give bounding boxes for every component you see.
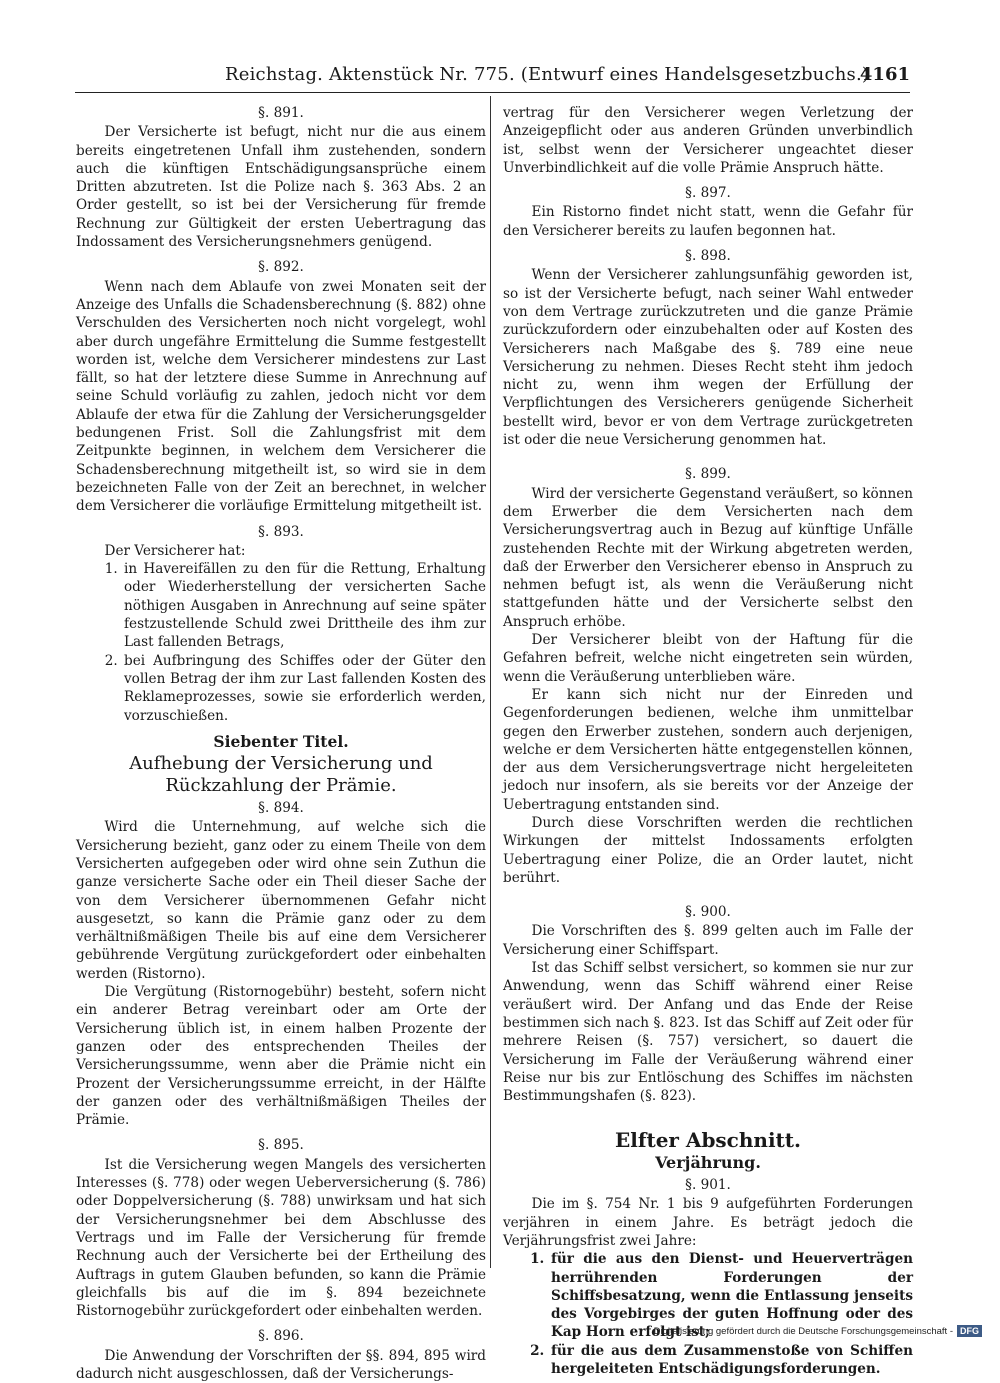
section-text-892: Wenn nach dem Ablaufe von zwei Monaten seit der Anzeige des Unfalls die Schadensberechnung (§. 882) ohne Verschulden des Versicherten noch nicht vorgelegt, wohl aber durch ungefähre Ermittelung die Summe festgestellt worden ist, welche dem Versicherer mindestens zur Last fällt, so hat der letztere diese Summe in Anrechnung auf seine Schuld vorläufig zu zahlen, jedoch nicht vor dem Ablaufe der etwa für die Zahlung der Versicherungsgelder bedungenen Frist. Soll die Zahlungsfrist mit dem Zeitpunkte beginnen, in welchem dem Versicherer die Schadensberechnung mitgetheilt ist, so wird sie in dem bezeichneten Falle von der Zeit an berechnet, in welcher dem Versicherer die vorläufige Ermittelung mitgetheilt ist. (76, 278, 486, 515)
section-heading-894: §. 894. (258, 800, 304, 817)
section-text-894-p2: Die Vergütung (Ristornogebühr) besteht, sofern nicht ein anderer Betrag vereinbart oder am Orte der Versicherung üblich ist, in einem halben Prozente der ganzen oder des entsprechenden Theiles der Versicherungssumme, wenn aber die Prämie nicht ein Prozent der Versicherungssumme erreicht, in der Hälfte der ganzen oder des verhältnißmäßigen Theiles der Prämie. (76, 984, 486, 1129)
column-divider (490, 96, 491, 1268)
section-heading-900: §. 900. (685, 904, 731, 921)
section-text-900-p2: Ist das Schiff selbst versichert, so kommen sie nur zur Anwendung, wenn das Schiff während einer Reise veräußert wird. Der Anfang und das Ende der Reise bestimmen sich nach §. 823. Ist das Schiff auf Zeit oder für mehrere Reisen (§. 757) versichert, so dauert die Versicherung im Falle der Veräußerung während einer Reise nur bis zur Entlöschung des Schiffes im nächsten Bestimmungshafen (§. 823). (503, 960, 913, 1105)
list-item: 1. in Havereifällen zu den für die Rettung, Erhaltung oder Wiederherstellung der versicherten Sache nöthigen Ausgaben in Anrechnung auf seine später festzustellende Schuld zwei Drittheile des ihm zur Last fallenden Betrags, (122, 560, 486, 651)
section-text-899-p3: Er kann sich nicht nur der Einreden und Gegenforderungen bedienen, welche ihm unmittelbar gegen den Erwerber zustehen, sondern auch derjenigen, welche er dem Versicherten hätte entgegenstellen können, der aus dem Versicherungsvertrage nicht hergeleiteten jedoch nur insofern, als sie bereits vor der Anzeige der Uebertragung entstanden sind. (503, 686, 913, 813)
dfg-logo: DFG (957, 1325, 982, 1337)
right-column (503, 104, 913, 1378)
section-heading-899: §. 899. (685, 466, 731, 483)
section-heading-896: §. 896. (258, 1328, 304, 1345)
section-heading-891: §. 891. (258, 105, 304, 121)
title-subheading: Aufhebung der Versicherung und Rückzahlung der Prämie. (129, 753, 433, 797)
section-text-898: Wenn der Versicherer zahlungsunfähig geworden ist, so ist der Versicherte befugt, nach seiner Wahl entweder von dem Vertrage zurückzutreten und die ganze Prämie zurückzufordern oder einzubehalten oder auf Kosten des Versicherers nach Maßgabe des §. 789 eine neue Versicherung zu nehmen. Dieses Recht steht ihm jedoch nicht zu, wenn ihm wegen der Erfüllung der Verpflichtungen des Versicherers genügende Sicherheit bestellt wird, bevor er von dem Vertrage zurückgetreten ist oder die neue Versicherung genommen hat. (503, 267, 913, 449)
credit-text: Digitalisierung gefördert durch die Deutsche Forschungsgemeinschaft - (653, 1325, 953, 1337)
section-text-891: Der Versicherte ist befugt, nicht nur die aus einem bereits eingetretenen Unfall ihm zustehenden, sondern auch die künftigen Entschädigungsansprüche einem Dritten abzutreten. Ist die Polize nach §. 363 Abs. 2 an Order gestellt, so ist bei der Versicherung für fremde Rechnung zur Gültigkeit der ersten Uebertragung das Indossament des Versicherungsnehmers genügend. (76, 124, 486, 251)
section-heading-897: §. 897. (685, 185, 731, 202)
title-heading: Siebenter Titel. (213, 731, 349, 751)
section-heading-893: §. 893. (258, 523, 304, 540)
section-heading-898: §. 898. (685, 248, 731, 265)
section-list-901 (503, 1250, 913, 1378)
section-list-893 (76, 560, 486, 725)
section-text-896: Die Anwendung der Vorschriften der §§. 894, 895 wird dadurch nicht ausgeschlossen, daß der Versicherungs- (76, 1347, 486, 1382)
left-column (76, 104, 486, 1383)
section-text-899-p4: Durch diese Vorschriften werden die rechtlichen Wirkungen der mittelst Indossaments erfolgten Uebertragung einer Polize, die an Order lautet, nicht berührt. (503, 814, 913, 886)
digitization-credit (654, 1325, 982, 1337)
list-item: 1. für die aus den Dienst- und Heuerverträgen herrührenden Forderungen der Schiffsbesatzung, wenn die Entlassung jenseits des Vorgebirges der guten Hoffnung oder des Kap Horn erfolgt ist; (549, 1250, 913, 1341)
section-heading-895: §. 895. (258, 1137, 304, 1154)
list-item: 2. für die aus dem Zusammenstoße von Schiffen hergeleiteten Entschädigungsforderungen. (549, 1342, 913, 1379)
page-header (75, 62, 910, 93)
list-item: 2. bei Aufbringung des Schiffes oder der Güter den vollen Betrag der ihm zur Last fallenden Kosten des Reklameprozesses, sowie sie erforderlich werden, vorzuschießen. (122, 652, 486, 725)
section-text-899-p1: Wird der versicherte Gegenstand veräußert, so können dem Erwerber die dem Versicherten nach dem Versicherungsvertrag auch in Bezug auf künftige Unfälle zustehenden Rechte mit der Wirkung abgetreten werden, daß der Erwerber den Versicherer ebenso in Anspruch zu nehmen befugt ist, als wenn die Veräußerung nicht stattgefunden hätte und der Versicherte selbst den Anspruch erhöbe. (503, 485, 913, 630)
section-title: Elfter Abschnitt. (615, 1128, 801, 1153)
section-text-899-p2: Der Versicherer bleibt von der Haftung für die Gefahren befreit, welche nicht eingetreten sein würden, wenn die Veräußerung unterblieben wäre. (503, 632, 913, 685)
section-text-900-p1: Die Vorschriften des §. 899 gelten auch im Falle der Versicherung einer Schiffspart. (503, 923, 913, 958)
section-heading-901: §. 901. (685, 1177, 731, 1194)
section-intro-893: Der Versicherer hat: (104, 542, 246, 559)
section-text-894-p1: Wird die Unternehmung, auf welche sich die Versicherung bezieht, ganz oder zu einem Theile von dem Versicherten aufgegeben oder wird ohne sein Zuthun die ganze versicherte Sache oder ein Theil dieser Sache der von dem Versicherer übernommenen Gefahr nicht ausgesetzt, so kann die Prämie ganz oder zu dem verhältnißmäßigen Theile bis auf eine dem Versicherer gebührende Vergütung zurückgefordert oder einbehalten werden (Ristorno). (76, 819, 486, 982)
page-number: 4161 (859, 64, 910, 85)
section-heading-892: §. 892. (258, 259, 304, 276)
section-text-895: Ist die Versicherung wegen Mangels des versicherten Interesses (§. 778) oder wegen Ueberversicherung (§. 786) oder Doppelversicherung (§. 788) unwirksam und hat sich der Versicherungsnehmer bei dem Abschlusse des Vertrags und im Falle der Versicherung für fremde Rechnung auch der Versicherte bei der Ertheilung des Auftrags in gutem Glauben befunden, so kann die Prämie gleichfalls bis auf die im §. 894 bezeichnete Ristornogebühr zurückgefordert oder einbehalten werden. (76, 1156, 486, 1320)
section-intro-901: Die im §. 754 Nr. 1 bis 9 aufgeführten Forderungen verjähren in einem Jahre. Es beträgt jedoch die Verjährungsfrist zwei Jahre: (503, 1196, 913, 1249)
section-text-897: Ein Ristorno findet nicht statt, wenn die Gefahr für den Versicherer bereits zu laufen begonnen hat. (503, 204, 913, 239)
section-subtitle: Verjährung. (655, 1152, 761, 1172)
running-title: Reichstag. Aktenstück Nr. 775. (Entwurf eines Handelsgesetzbuchs.) (225, 64, 870, 85)
section-text-896-continued: vertrag für den Versicherer wegen Verletzung der Anzeigepflicht oder aus anderen Gründen unverbindlich ist, selbst wenn der Versicherer ungeachtet dieser Unverbindlichkeit auf die volle Prämie Anspruch hätte. (503, 105, 913, 176)
